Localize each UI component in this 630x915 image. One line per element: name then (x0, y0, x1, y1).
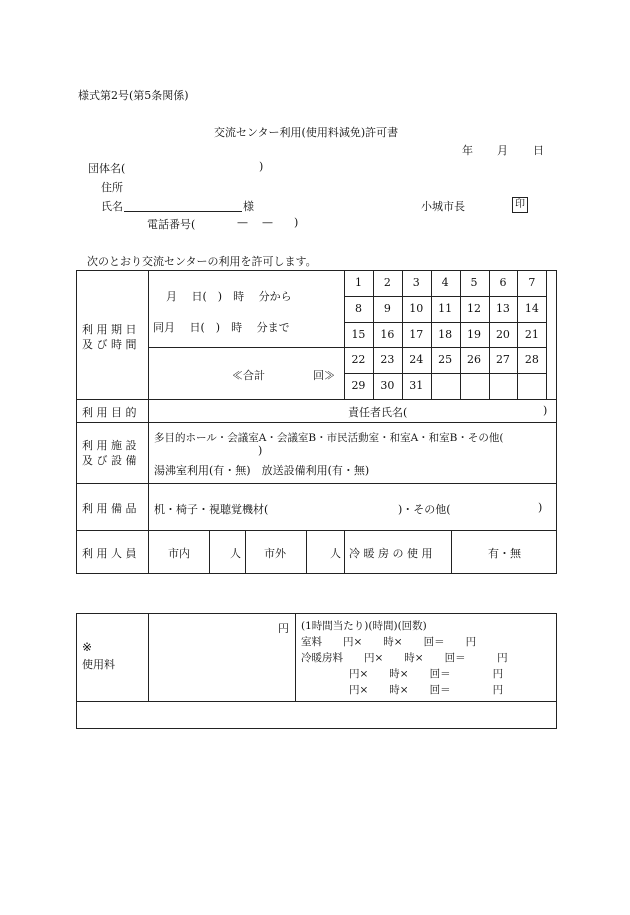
calendar-day: 27 (495, 353, 510, 367)
calendar-day: 8 (354, 301, 362, 315)
responsible-close: ) (543, 404, 548, 417)
calendar-day: 23 (380, 353, 395, 367)
fee-yen: 円 (278, 622, 289, 635)
aircon-label: 冷 暖 房 の 使 用 (349, 547, 433, 560)
calendar-day: 7 (528, 276, 536, 289)
schedule-divider (148, 347, 344, 348)
calendar-day: 14 (524, 301, 539, 315)
calendar-day: 25 (438, 353, 453, 367)
phone-dash-1: — (237, 216, 248, 229)
equipment-label: 利 用 備 品 (82, 502, 137, 515)
city-out-label: 市外 (264, 547, 286, 560)
group-name-label: 団体名( (88, 162, 126, 175)
city-out-unit: 人 (330, 547, 341, 560)
phone-close: ) (294, 216, 299, 229)
people-divider (451, 530, 452, 574)
people-divider (245, 530, 246, 574)
calendar-row-line (344, 347, 546, 348)
calendar-day: 26 (467, 353, 482, 367)
facilities-line-2: 湯沸室利用(有・無) 放送設備利用(有・無) (154, 464, 370, 477)
people-label: 利 用 人 員 (82, 547, 137, 560)
intro-text: 次のとおり交流センターの利用を許可します。 (87, 255, 317, 268)
facilities-line-1-close: ) (258, 444, 263, 457)
fee-divider (148, 613, 149, 701)
fee-row-divider (76, 701, 557, 702)
calendar-day: 18 (438, 327, 453, 341)
schedule-total-unit: 回≫ (313, 369, 335, 382)
city-in-unit: 人 (230, 547, 241, 560)
calendar-day: 9 (383, 301, 391, 315)
aircon-value: 有・無 (488, 547, 521, 560)
name-label: 氏名 (101, 200, 123, 213)
purpose-label: 利 用 目 的 (82, 406, 137, 419)
calendar-day: 6 (499, 276, 507, 289)
calendar-day: 20 (495, 327, 510, 341)
calendar-row-line (344, 296, 546, 297)
schedule-to: 同月 日( ) 時 分まで (153, 321, 290, 334)
calendar-day: 24 (409, 353, 424, 367)
calendar-row-line (344, 373, 546, 374)
calendar-day: 3 (412, 276, 420, 289)
fee-row-4: 円× 時× 回＝ 円 (349, 684, 504, 696)
calendar-day: 2 (383, 276, 391, 289)
calendar-day: 19 (467, 327, 482, 341)
fee-row-3: 円× 時× 回＝ 円 (349, 668, 504, 680)
calendar-col-line (546, 270, 547, 399)
calendar-day: 10 (409, 301, 424, 315)
responsible-label: 責任者氏名( (348, 406, 408, 419)
city-in-label: 市内 (168, 547, 190, 560)
calendar-day: 1 (354, 276, 362, 289)
people-divider (306, 530, 307, 574)
group-name-close: ) (259, 160, 264, 173)
calendar-day: 28 (524, 353, 539, 367)
calendar-day: 22 (351, 353, 366, 367)
calendar-day: 4 (441, 276, 449, 289)
calendar-day: 21 (524, 327, 539, 341)
fee-label: 使用料 (82, 658, 115, 671)
calendar-row-line (344, 322, 546, 323)
schedule-label-2: 及 び 時 間 (82, 338, 137, 351)
fee-row-2: 冷暖房料 円× 時× 回＝ 円 (301, 652, 508, 664)
calendar-day: 5 (470, 276, 478, 289)
fee-divider (295, 613, 296, 701)
calendar-day: 15 (351, 327, 366, 341)
calendar-day: 12 (467, 301, 482, 315)
calendar-day: 17 (409, 327, 424, 341)
calendar-day: 13 (495, 301, 510, 315)
schedule-label-1: 利 用 期 日 (82, 323, 137, 336)
facilities-line-1: 多目的ホール・会議室A・会議室B・市民活動室・和室A・和室B・その他( (154, 432, 504, 444)
date-year: 年 (462, 144, 473, 157)
people-divider (344, 530, 345, 574)
equipment-close: ) (538, 501, 543, 514)
schedule-from: 月 日( ) 時 分から (166, 290, 292, 303)
page-title: 交流センター利用(使用料減免)許可書 (214, 126, 399, 139)
calendar-day: 30 (380, 379, 395, 393)
calendar-day: 16 (380, 327, 395, 341)
address-label: 住所 (101, 181, 123, 194)
equipment-text: 机・椅子・視聴覚機材( (154, 503, 269, 516)
date-day: 日 (533, 144, 544, 157)
phone-label: 電話番号( (147, 218, 196, 231)
phone-dash-2: — (262, 216, 273, 229)
name-underline (124, 211, 242, 212)
date-month: 月 (497, 144, 508, 157)
people-divider (209, 530, 210, 574)
calendar-day: 29 (351, 379, 366, 393)
equipment-other: )・その他( (398, 503, 451, 516)
calendar-day: 31 (409, 379, 424, 393)
sama-label: 様 (243, 200, 254, 213)
mayor-label: 小城市長 (421, 200, 465, 213)
seal-mark: 印 (512, 197, 528, 213)
fee-mark: ※ (82, 640, 93, 654)
facilities-label-2: 及 び 設 備 (82, 454, 137, 467)
calendar-day: 11 (438, 301, 453, 315)
form-number: 様式第2号(第5条関係) (78, 89, 189, 102)
schedule-total: ≪合計 (232, 369, 265, 382)
fee-row-1: 室料 円× 時× 回＝ 円 (301, 636, 477, 648)
fee-header: (1時間当たり)(時間)(回数) (301, 620, 427, 632)
label-column-divider (148, 270, 149, 574)
facilities-label-1: 利 用 施 設 (82, 439, 137, 452)
